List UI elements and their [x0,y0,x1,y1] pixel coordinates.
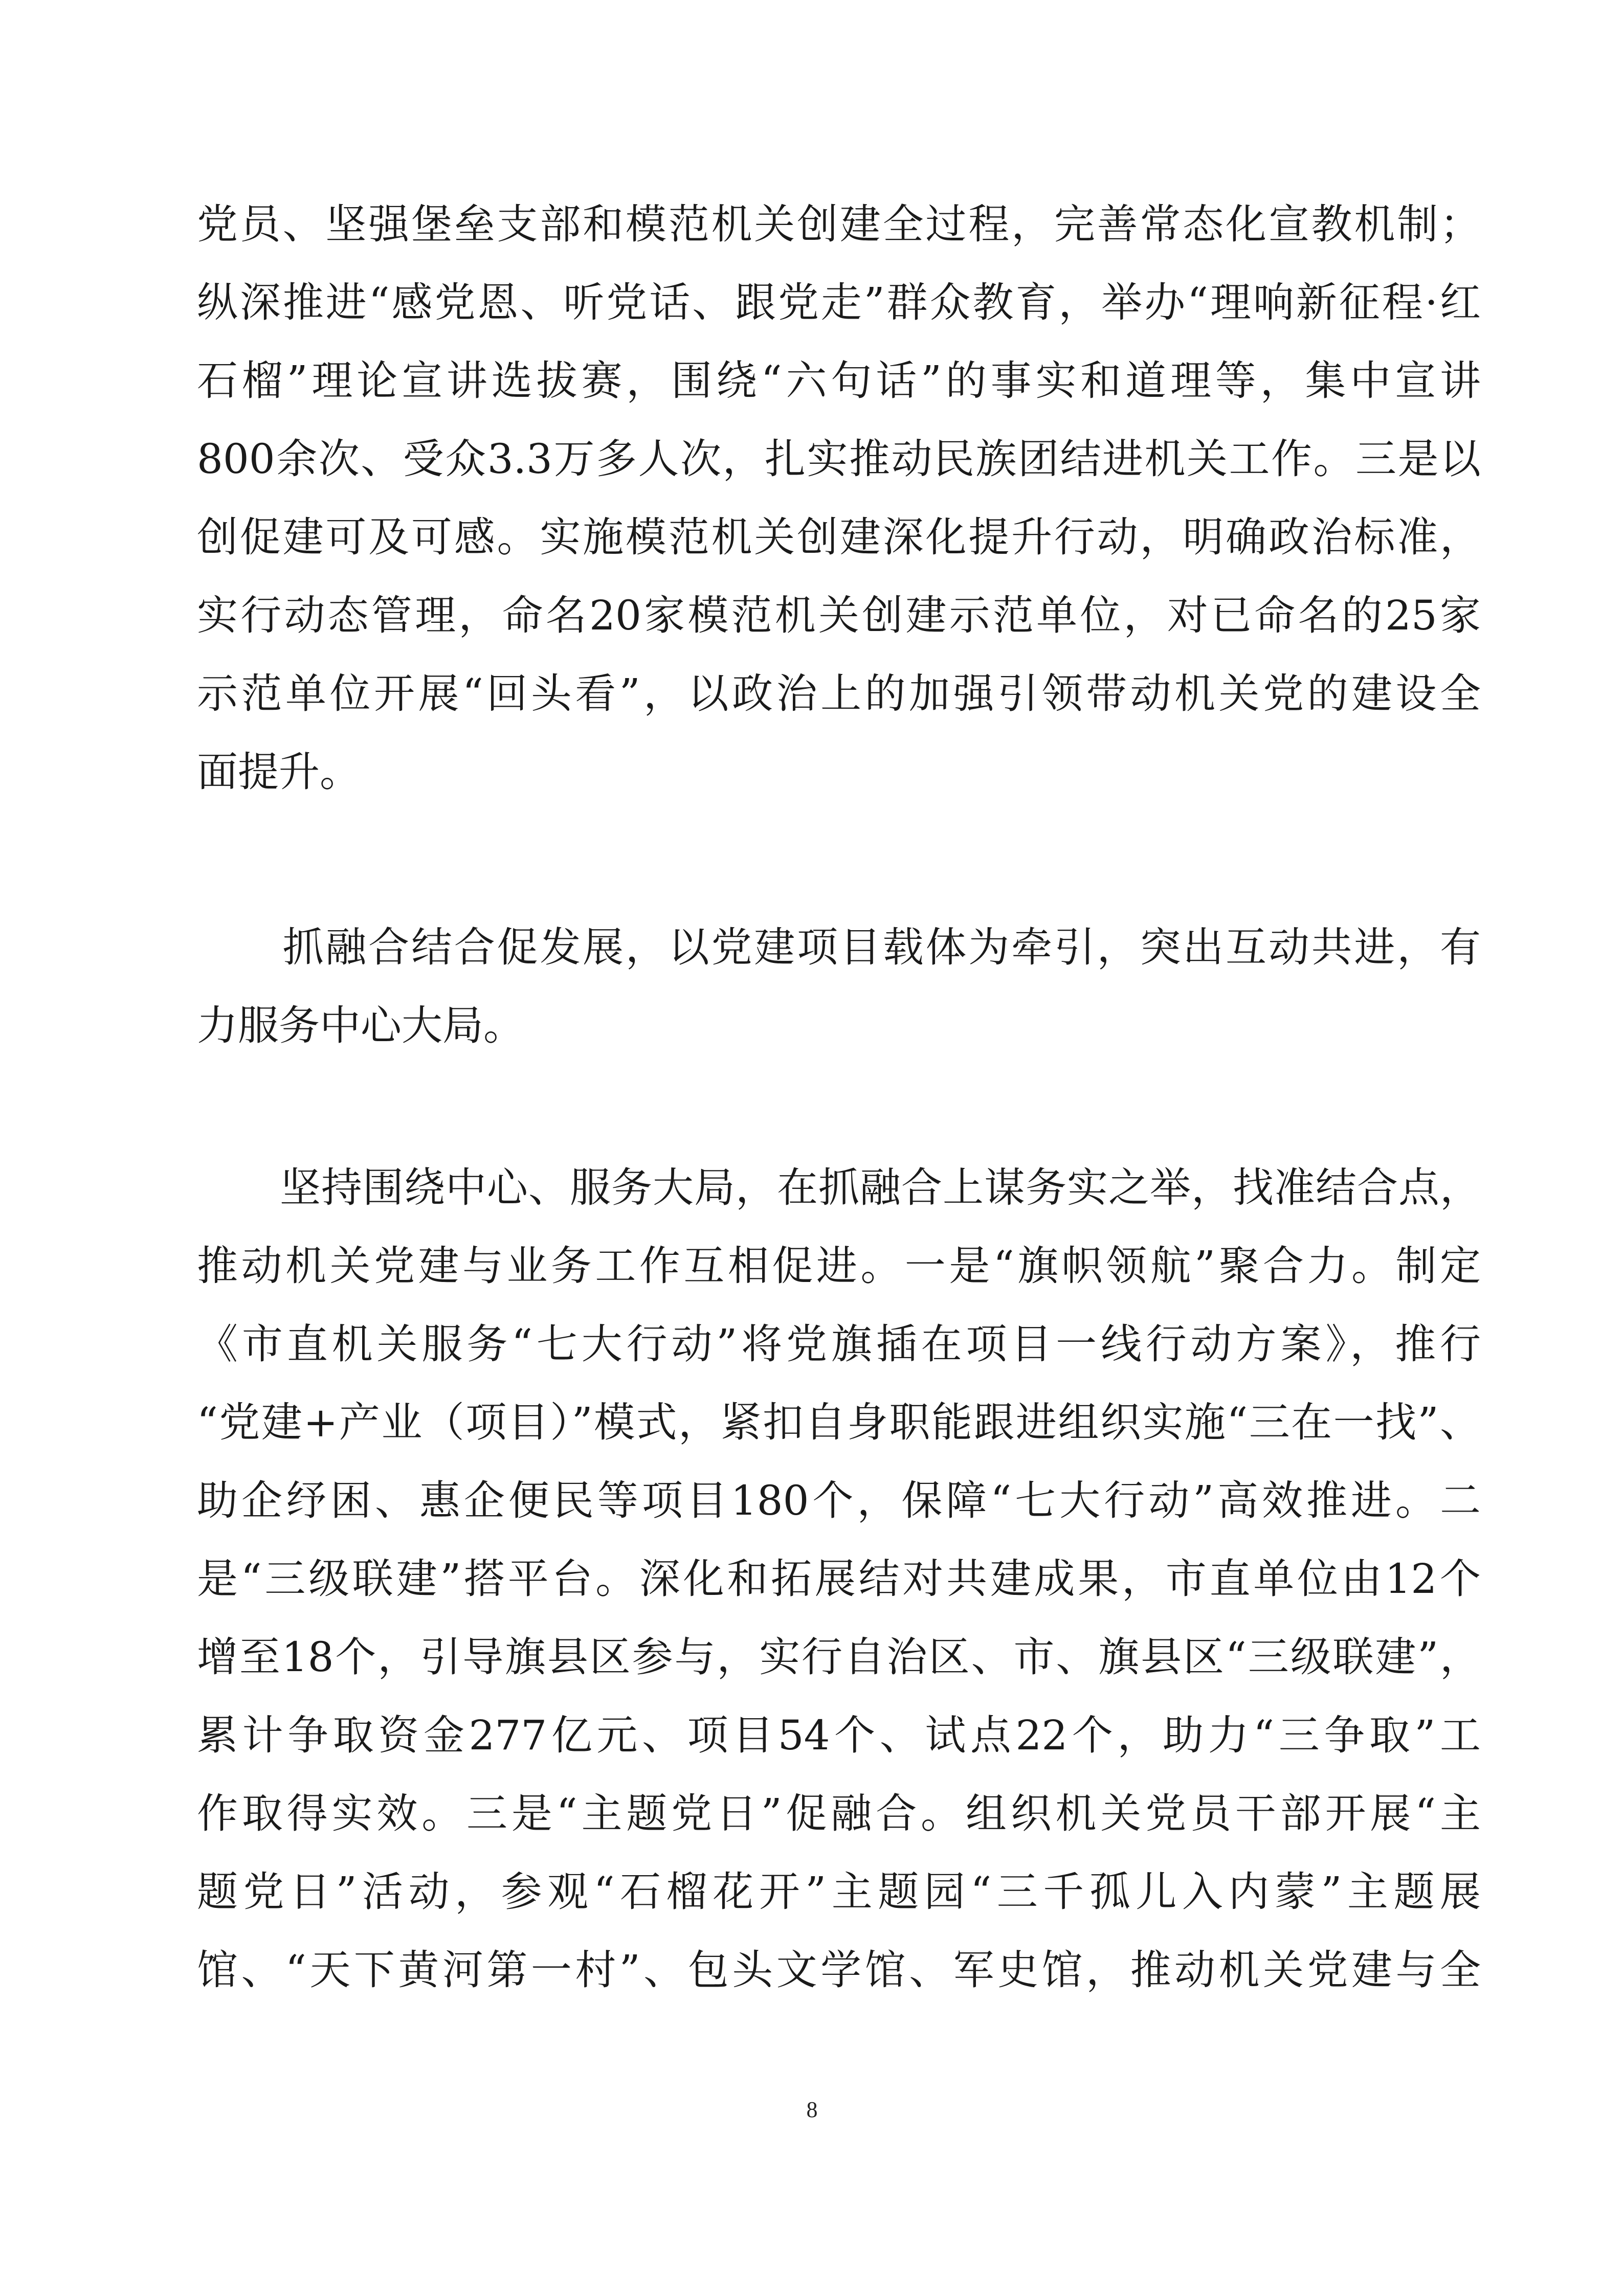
paragraph-1-line-2: 纵深推进“感党恩、听党话、跟党走”群众教育，举办“理响新征程·红 [197,279,1481,326]
paragraph-2-line-1: 抓融合结合促发展，以党建项目载体为牵引，突出互动共进，有 [197,924,1481,971]
paragraph-3-line-4: “党建+产业（项目）”模式，紧扣自身职能跟进组织实施“三在一找”、 [197,1399,1481,1446]
paragraph-1 [197,185,1481,811]
paragraph-3-line-11: 馆、“天下黄河第一村”、包头文学馆、军史馆，推动机关党建与全 [197,1946,1481,1994]
paragraph-3-line-8: 累计争取资金277亿元、项目54个、试点22个，助力“三争取”工 [197,1712,1481,1759]
paragraph-1-line-6: 实行动态管理，命名20家模范机关创建示范单位，对已命名的25家 [197,592,1481,639]
paragraph-1-line-5: 创促建可及可感。实施模范机关创建深化提升行动，明确政治标准， [197,513,1481,561]
paragraph-1-line-8: 面提升。 [197,748,361,796]
paragraph-3-line-7: 增至18个，引导旗县区参与，实行自治区、市、旗县区“三级联建”， [197,1633,1481,1681]
paragraph-2-line-2: 力服务中心大局。 [197,1002,524,1049]
paragraph-1-line-4: 800余次、受众3.3万多人次，扎实推动民族团结进机关工作。三是以 [197,435,1481,483]
paragraph-3-line-6: 是“三级联建”搭平台。深化和拓展结对共建成果，市直单位由12个 [197,1555,1481,1603]
paragraph-3-line-3: 《市直机关服务“七大行动”将党旗插在项目一线行动方案》，推行 [197,1320,1481,1368]
paragraph-3-line-9: 作取得实效。三是“主题党日”促融合。组织机关党员干部开展“主 [197,1790,1481,1837]
paragraph-3-line-1: 坚持围绕中心、服务大局，在抓融合上谋务实之举，找准结合点， [197,1164,1481,1211]
paragraph-1-line-3: 石榴”理论宣讲选拔赛，围绕“六句话”的事实和道理等，集中宣讲 [197,357,1481,404]
paragraph-1-line-7: 示范单位开展“回头看”，以政治上的加强引领带动机关党的建设全 [197,670,1481,717]
paragraph-2 [197,908,1481,1065]
paragraph-3-line-10: 题党日”活动，参观“石榴花开”主题园“三千孤儿入内蒙”主题展 [197,1868,1481,1916]
paragraph-1-line-1: 党员、坚强堡垒支部和模范机关创建全过程，完善常态化宣教机制； [197,200,1481,248]
paragraph-3 [197,1149,1481,2009]
paragraph-3-line-5: 助企纾困、惠企便民等项目180个，保障“七大行动”高效推进。二 [197,1477,1481,1524]
page-number: 8 [806,2097,818,2122]
paragraph-3-line-2: 推动机关党建与业务工作互相促进。一是“旗帜领航”聚合力。制定 [197,1242,1481,1290]
